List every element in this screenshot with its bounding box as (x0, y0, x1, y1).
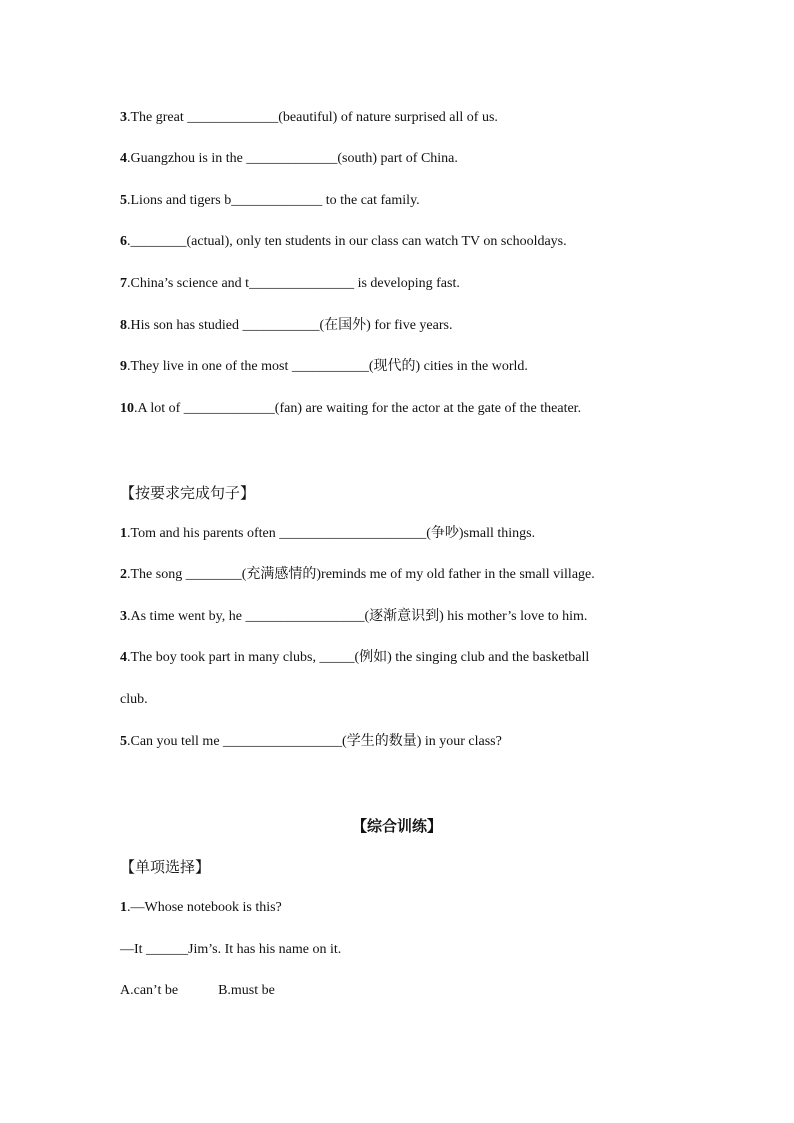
question-text: .—Whose notebook is this? (127, 900, 282, 915)
question-text: .The song ________(充满感情的)reminds me of my old father in the small village. (127, 567, 595, 582)
question-number: 1 (120, 526, 127, 541)
question-text: .The boy took part in many clubs, _____(例如) the singing club and the basketball (127, 650, 590, 665)
question-9 (120, 358, 528, 376)
question-number: 5 (120, 734, 127, 749)
question-text: .________(actual), only ten students in our class can watch TV on schooldays. (127, 234, 567, 249)
mc-question-1-dialogue: —It ______Jim’s. It has his name on it. (120, 942, 342, 957)
question-10 (120, 400, 581, 418)
question-text: .Can you tell me _________________(学生的数量) in your class? (127, 734, 502, 749)
question-text: .A lot of _____________(fan) are waiting for the actor at the gate of the theater. (134, 401, 582, 416)
question-4 (120, 150, 458, 168)
mc-question-1-options (120, 982, 275, 1000)
question-number: 5 (120, 193, 127, 208)
option-b: B.must be (218, 983, 275, 998)
question-text: .As time went by, he _________________(逐渐意识到) his mother’s love to him. (127, 609, 588, 624)
sentence-3 (120, 608, 587, 626)
question-number: 6 (120, 234, 127, 249)
question-text: .Lions and tigers b_____________ to the cat family. (127, 193, 420, 208)
question-text: .His son has studied ___________(在国外) for five years. (127, 318, 453, 333)
question-8 (120, 317, 452, 335)
question-text: .Guangzhou is in the _____________(south) part of China. (127, 151, 458, 166)
section-title: 【按要求完成句子】 (120, 484, 256, 502)
question-text: .They live in one of the most ___________(现代的) cities in the world. (127, 359, 528, 374)
question-number: 3 (120, 609, 127, 624)
question-number: 4 (120, 151, 127, 166)
question-text: .Tom and his parents often _____________________(争吵)small things. (127, 526, 536, 541)
sentence-2 (120, 566, 595, 584)
question-6 (120, 233, 567, 251)
question-3 (120, 109, 498, 127)
question-number: 1 (120, 900, 127, 915)
sentence-5 (120, 733, 502, 751)
question-5 (120, 192, 420, 210)
sentence-4-continuation: club. (120, 692, 148, 707)
question-number: 3 (120, 110, 127, 125)
option-a: A.can’t be (120, 983, 179, 998)
question-number: 10 (120, 401, 134, 416)
section-subtitle: 【单项选择】 (120, 858, 211, 876)
mc-question-1 (120, 899, 282, 917)
question-number: 2 (120, 567, 127, 582)
sentence-1 (120, 525, 535, 543)
section-title: 【综合训练】 (351, 817, 442, 835)
question-number: 7 (120, 276, 127, 291)
question-number: 8 (120, 318, 127, 333)
question-number: 9 (120, 359, 127, 374)
question-number: 4 (120, 650, 127, 665)
question-text: .The great _____________(beautiful) of nature surprised all of us. (127, 110, 498, 125)
sentence-4 (120, 649, 589, 667)
question-7 (120, 275, 460, 293)
question-text: .China’s science and t_______________ is developing fast. (127, 276, 460, 291)
